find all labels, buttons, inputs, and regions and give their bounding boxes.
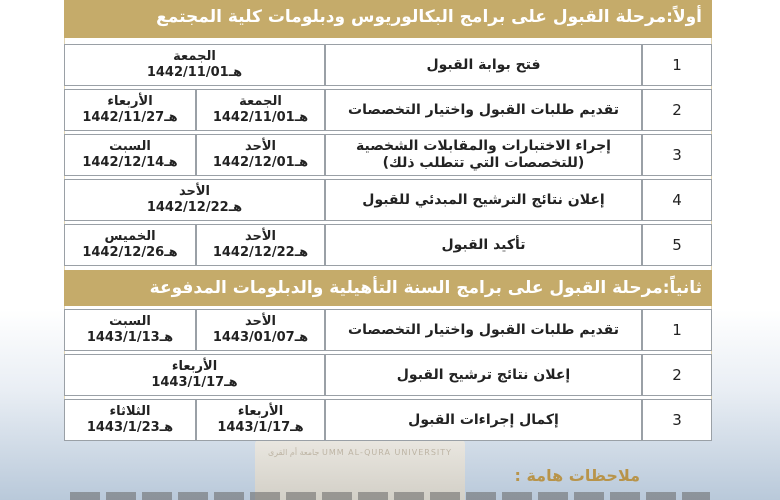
date-value: 1442/12/01هـ (212, 155, 309, 170)
date-value: 1442/11/01هـ (212, 110, 309, 125)
start-date-cell (196, 224, 325, 266)
section1-header: أولاً:مرحلة القبول على برامج البكالوريوس ودبلومات كلية المجتمع (64, 0, 712, 38)
row-title: تقديم طلبات القبول واختيار التخصصات (325, 89, 642, 131)
row-number: 5 (642, 224, 712, 266)
start-date-cell (196, 399, 325, 441)
date-value: 1443/1/23هـ (86, 420, 174, 435)
row-number: 2 (642, 89, 712, 131)
date-day: الأحد (178, 184, 210, 199)
notes-heading: ملاحظات هامة : (514, 466, 640, 485)
date-cell (64, 44, 325, 86)
row-number: 4 (642, 179, 712, 221)
date-day: السبت (109, 139, 151, 154)
date-day: الجمعة (239, 94, 282, 109)
end-date-cell (64, 224, 196, 266)
row-number: 1 (642, 309, 712, 351)
end-date-cell (64, 309, 196, 351)
row-number: 3 (642, 134, 712, 176)
row-title: إعلان نتائج ترشيح القبول (325, 354, 642, 396)
date-cell (64, 354, 325, 396)
cut-off-text (70, 492, 710, 500)
date-value: 1442/11/27هـ (82, 110, 178, 125)
date-value: 1443/1/13هـ (86, 330, 174, 345)
start-date-cell (196, 89, 325, 131)
date-day: الأحد (244, 314, 276, 329)
row-title: إعلان نتائج الترشيح المبدئي للقبول (325, 179, 642, 221)
row-number: 3 (642, 399, 712, 441)
row-title: فتح بوابة القبول (325, 44, 642, 86)
building-sign: جامعة أم القرى UMM AL-QURA UNIVERSITY (267, 448, 453, 457)
date-value: 1442/12/26هـ (82, 245, 178, 260)
row-number: 2 (642, 354, 712, 396)
date-value: 1442/12/22هـ (146, 200, 243, 215)
date-day: الأحد (244, 229, 276, 244)
date-value: 1442/12/22هـ (212, 245, 309, 260)
date-value: 1443/1/17هـ (151, 375, 238, 390)
row-number: 1 (642, 44, 712, 86)
row-title: إجراء الاختبارات والمقابلات الشخصية (للتخصصات التي تتطلب ذلك) (325, 134, 642, 176)
date-day: الأربعاء (237, 404, 284, 419)
section2-header: ثانياً:مرحلة القبول على برامج السنة التأهيلية والدبلومات المدفوعة (64, 270, 712, 306)
date-day: الجمعة (173, 49, 216, 64)
date-day: الأحد (244, 139, 276, 154)
row-title: تقديم طلبات القبول واختيار التخصصات (325, 309, 642, 351)
start-date-cell (196, 134, 325, 176)
date-value: 1442/11/01هـ (146, 65, 243, 80)
row-title: تأكيد القبول (325, 224, 642, 266)
date-value: 1442/12/14هـ (82, 155, 178, 170)
date-value: 1443/1/17هـ (217, 420, 304, 435)
date-value: 1443/01/07هـ (212, 330, 309, 345)
date-day: الأربعاء (171, 359, 218, 374)
end-date-cell (64, 89, 196, 131)
date-day: السبت (109, 314, 151, 329)
end-date-cell (64, 134, 196, 176)
date-day: الأربعاء (107, 94, 153, 109)
end-date-cell (64, 399, 196, 441)
row-title: إكمال إجراءات القبول (325, 399, 642, 441)
start-date-cell (196, 309, 325, 351)
date-day: الثلاثاء (109, 404, 151, 419)
date-day: الخميس (104, 229, 156, 244)
date-cell (64, 179, 325, 221)
